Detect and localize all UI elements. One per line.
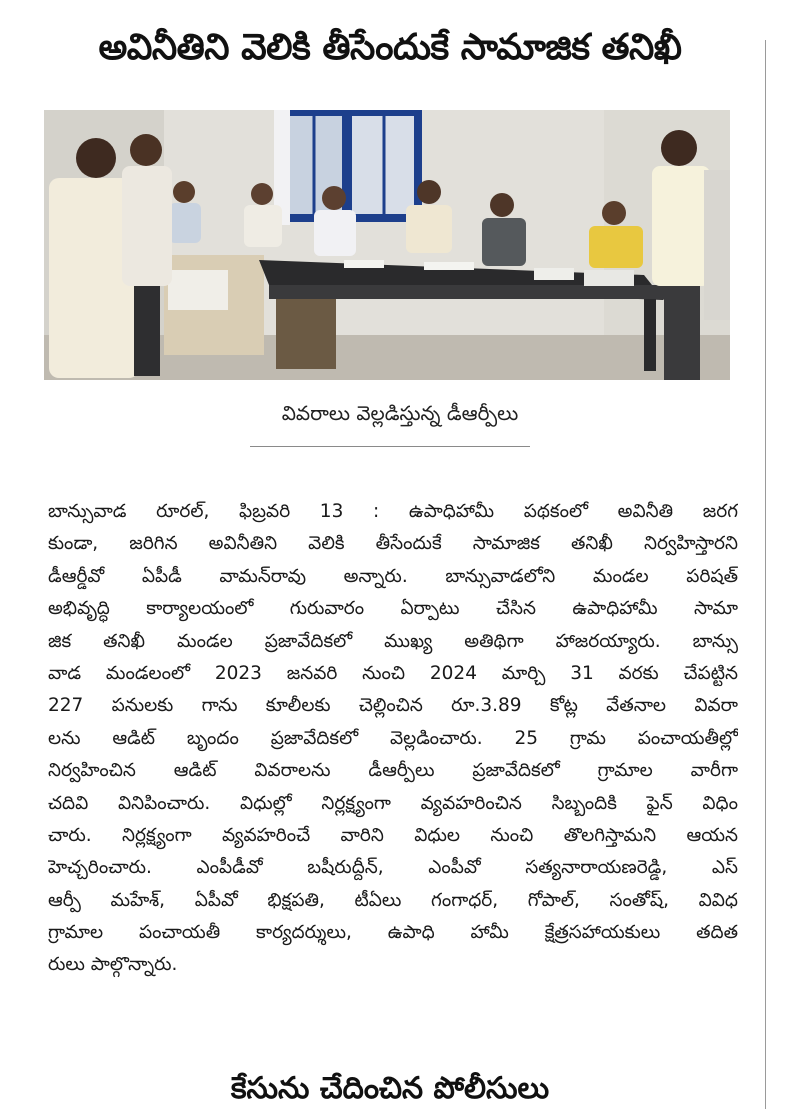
body-line: 227 పనులకు గాను కూలీలకు చెల్లించిన రూ.3.89 కోట్ల వేతనాల వివరా xyxy=(48,695,738,717)
body-line: అభివృద్ధి కార్యాలయంలో గురువారం ఏర్పాటు చేసిన ఉపాధిహామీ సామా xyxy=(48,598,738,620)
body-line: రులు పాల్గొన్నారు. xyxy=(48,954,178,976)
article-headline: అవినీతిని వెలికి తీసేందుకే సామాజిక తనిఖీ xyxy=(98,27,682,68)
column-divider xyxy=(765,40,766,1109)
body-line: డీఆర్డీవో ఏపీడీ వామన్‌రావు అన్నారు. బాన్సువాడలోని మండల పరిషత్ xyxy=(48,565,738,587)
photo-caption: వివరాలు వెల్లడిస్తున్న డీఆర్పీలు xyxy=(281,401,519,425)
body-line: చదివి వినిపించారు. విధుల్లో నిర్లక్ష్యంగా వ్యవహరించిన సిబ్బందికి ఫైన్ విధిం xyxy=(48,792,738,814)
meeting-photo-illustration xyxy=(44,110,730,380)
body-line: లను ఆడిట్ బృందం ప్రజావేదికలో వెల్లడించారు. 25 గ్రామ పంచాయతీల్లో xyxy=(48,727,738,749)
caption-divider xyxy=(250,446,530,447)
body-line: హెచ్చరించారు. ఎంపీడీవో బషీరుద్దీన్, ఎంపీవో సత్యనారాయణరెడ్డి, ఎస్ xyxy=(48,857,738,879)
body-line: ఆర్పీ మహేశ్, ఏపీవో భిక్షపతి, టీఏలు గంగాధర్, గోపాల్, సంతోష్, వివిధ xyxy=(48,889,738,911)
body-line: జిక తనిఖీ మండల ప్రజావేదికలో ముఖ్య అతిథిగా హాజరయ్యారు. బాన్సు xyxy=(48,630,738,652)
body-line: గ్రామాల పంచాయతీ కార్యదర్శులు, ఉపాధి హామీ క్షేత్రసహాయకులు తదిత xyxy=(48,922,738,944)
body-line: నిర్వహించిన ఆడిట్ వివరాలను డీఆర్పీలు ప్రజావేదికలో గ్రామాల వారీగా xyxy=(48,760,738,782)
article-body xyxy=(48,496,738,982)
body-line: వాడ మండలంలో 2023 జనవరి నుంచి 2024 మార్చి 31 వరకు చేపట్టిన xyxy=(48,662,738,684)
body-line: చారు. నిర్లక్ష్యంగా వ్యవహరించే వారిని విధుల నుంచి తొలగిస్తామని ఆయన xyxy=(48,824,738,846)
next-article-headline: కేసును చేదించిన పోలీసులు xyxy=(230,1071,550,1106)
body-line: కుండా, జరిగిన అవినీతిని వెలికి తీసేందుకే సామాజిక తనిఖీ నిర్వహిస్తారని xyxy=(48,533,738,555)
article-photo xyxy=(44,110,730,380)
body-line: బాన్సువాడ రూరల్, ఫిబ్రవరి 13 : ఉపాధిహామీ పథకంలో అవినీతి జరగ xyxy=(48,501,738,522)
